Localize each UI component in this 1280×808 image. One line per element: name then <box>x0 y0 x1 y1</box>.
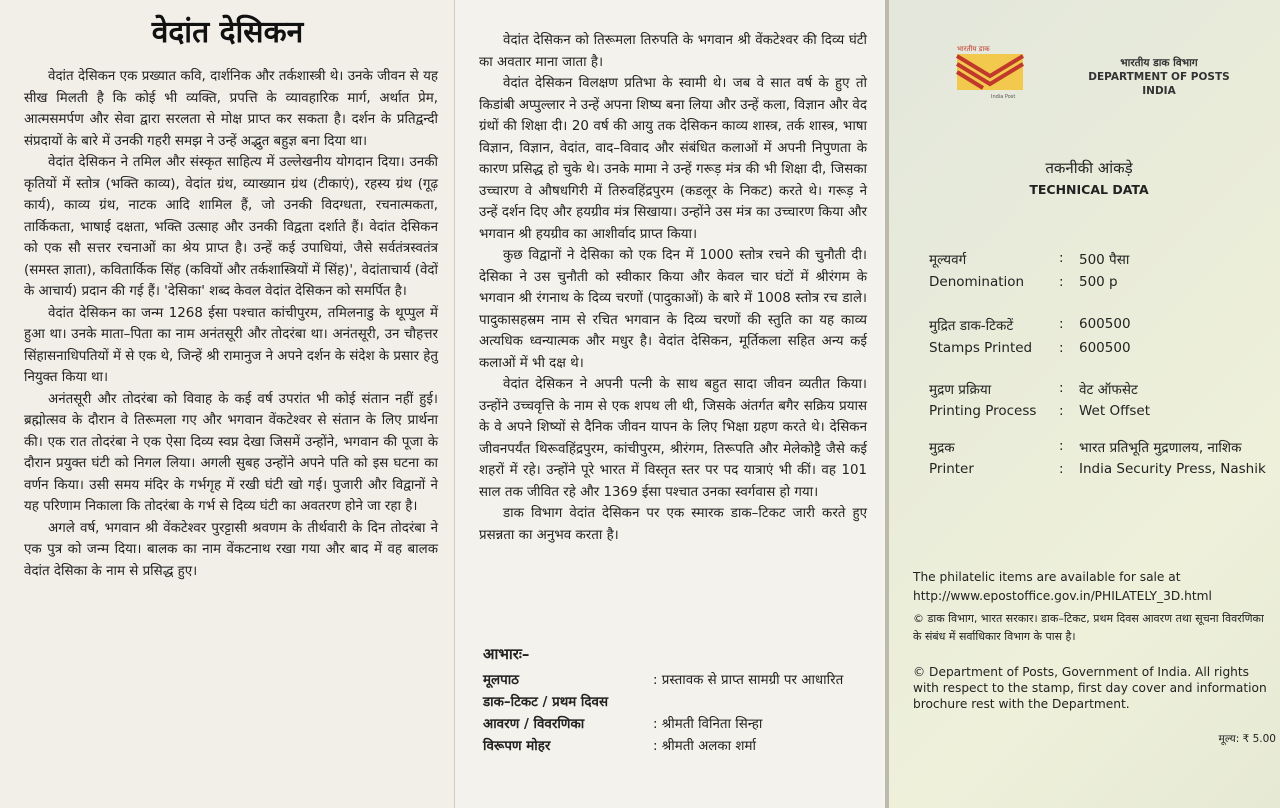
spec-key: मुद्रित डाक-टिकटें <box>929 318 1014 334</box>
ack-label: विरूपण मोहर <box>483 739 551 754</box>
ack-value: : श्रीमती विनिता सिन्हा <box>653 717 763 732</box>
paragraph: अगले वर्ष, भगवान श्री वेंकटेश्वर पुरट्टासी श्रवणम के तीर्थवारी के दिन तोदरंबा ने एक पुत्र को जन्म दिया। बालक का नाम वेंकटनाथ रखा गया और बाद में वह बालक वेदांत देसिका के नाम से प्रसिद्ध हुए। <box>24 520 438 579</box>
acknowledgements <box>483 644 863 758</box>
ack-row <box>483 692 863 710</box>
spec-value: वेट ऑफसेट <box>1079 382 1138 398</box>
ack-row <box>483 736 863 754</box>
spec-value: 600500 <box>1079 340 1131 356</box>
logo-hindi-text: भारतीय डाक <box>957 45 990 53</box>
dept-hindi: भारतीय डाक विभाग <box>1120 57 1198 69</box>
technical-data-heading <box>1009 158 1169 197</box>
spec-key: Printer <box>929 461 974 477</box>
dept-english: DEPARTMENT OF POSTS <box>1088 71 1230 83</box>
copyright-hindi: © डाक विभाग, भारत सरकार। डाक–टिकट, प्रथम दिवस आवरण तथा सूचना विवरणिका के संबंध में सर्वाधिकार विभाग के पास है। <box>913 612 1264 643</box>
spec-value: Wet Offset <box>1079 403 1151 419</box>
spec-key: Stamps Printed <box>929 340 1033 356</box>
logo-sub-text: India Post <box>991 94 1016 100</box>
copyright-english: © Department of Posts, Government of India. All rights with respect to the stamp, first day cover and information brochure rest with the Department. <box>913 665 1267 711</box>
brochure-panel-left <box>0 0 455 808</box>
spec-value: 500 p <box>1079 274 1118 290</box>
td-hindi: तकनीकी आंकड़े <box>1045 159 1133 177</box>
spec-key: Printing Process <box>929 403 1037 419</box>
ack-value: : श्रीमती अलका शर्मा <box>653 739 756 754</box>
acknowledgements-heading: आभारः– <box>483 645 530 663</box>
paragraph: वेदांत देसिकन ने अपनी पत्नी के साथ बहुत सादा जीवन व्यतीत किया। उन्होंने उच्चवृत्ति के नाम से एक शपथ ली थी, जिसके अंतर्गत बगैर सक्रिय प्रयास के वे अपने शिष्यों से दैनिक जीवन यापन के लिए भिक्षा ग्रहण करते थे। देसिकन जीवनपर्यंत थिरूवहिंद्रपुरम, कांचीपुरम, श्रीरंगम, तिरूपति और मेलेकोट्टै जैसे कई शहरों में रहे। उन्होंने पूरे भारत में विस्तृत स्तर पर पद यात्राएं भी कीं। वह 101 साल तक जीवित रहे और 1369 ईसा पश्चात उनका स्वर्गवास हो गया। <box>479 377 867 500</box>
sale-url-link[interactable]: http://www.epostoffice.gov.in/PHILATELY_3D.html <box>913 589 1212 603</box>
dept-country: INDIA <box>1142 85 1176 97</box>
spec-value: 600500 <box>1079 316 1131 332</box>
biography-text-left <box>24 66 438 582</box>
spec-value: 500 पैसा <box>1079 252 1130 268</box>
department-header <box>1079 56 1239 98</box>
brochure-panel-middle <box>455 0 885 808</box>
spec-key: मुद्रक <box>929 440 955 456</box>
spec-key: मूल्यवर्ग <box>929 252 967 268</box>
page-title: वेदांत देसिकन <box>151 15 304 50</box>
paragraph: वेदांत देसिकन को तिरूमला तिरुपति के भगवान श्री वेंकटेश्वर की दिव्य घंटी का अवतार माना जाता है। <box>479 33 867 70</box>
spec-value: India Security Press, Nashik <box>1079 461 1266 477</box>
ack-value: : प्रस्तावक से प्राप्त सामग्री पर आधारित <box>653 673 844 688</box>
ack-label: आवरण / विवरणिका <box>483 717 585 732</box>
sale-note <box>913 568 1273 606</box>
spec-key: मुद्रण प्रक्रिया <box>929 382 992 398</box>
spec-value: भारत प्रतिभूति मुद्रणालय, नाशिक <box>1079 440 1242 456</box>
paragraph: वेदांत देसिकन ने तमिल और संस्कृत साहित्य में उल्लेखनीय योगदान दिया। उनकी कृतियों में स्तोत्र (भक्ति काव्य), वेदांत ग्रंथ, व्याख्यान ग्रंथ (टीकाएं), रहस्य ग्रंथ (गूढ़ कार्य), काव्य ग्रंथ, नाटक आदि शामिल हैं, जो उनकी विदग्धता, रचनात्मकता, तार्किकता, भाषाई दक्षता, भक्ति उत्साह और उनकी विद्वता दर्शाते हैं। वेदांत देसिकन को एक सौ सत्तर रचनाओं का श्रेय प्राप्त है। उन्हें कई उपाधियां, जैसे सर्वतंत्रस्वतंत्र (समस्त ज्ञाता), कवितार्किक सिंह (कवियों और तर्कशास्त्रियों में सिंह)', वेदांताचार्य (वेदों के आचार्य) प्रदान की गई हैं। 'देसिका' शब्द केवल वेदांत देसिकन को समर्पित है। <box>24 155 438 299</box>
paragraph: कुछ विद्वानों ने देसिका को एक दिन में 1000 स्तोत्र रचने की चुनौती दी। देसिका ने उस चुनौती को स्वीकार किया और केवल चार घंटों में श्रीरंगम के भगवान श्री रंगनाथ के दिव्य चरणों (पादुकाओं) के बारे में 1008 स्तोत्र रच डाले। पादुकासहस्रम नाम से रचित भगवान के दिव्य चरणों की स्तुति का यह काव्य अत्यधिक ध्वन्यात्मक और मधुर है। वेदांत देसिकन, मूर्तिकला सहित अन्य कई कलाओं में भी दक्ष थे। <box>479 248 867 371</box>
ack-label: डाक–टिकट / प्रथम दिवस <box>483 695 608 710</box>
paragraph: वेदांत देसिकन एक प्रख्यात कवि, दार्शनिक और तर्कशास्त्री थे। उनके जीवन से यह सीख मिलती है कि कोई भी व्यक्ति, प्रपत्ति के व्यावहारिक मार्ग, अर्थात प्रेम, आत्मसमर्पण और सेवा द्वारा सरलता से मोक्ष प्राप्त कर सकता है। दर्शन के प्रतिद्वन्दी संप्रदायों के बारे में उनकी गहरी समझ ने उन्हें अद्भुत बहुज्ञ बना दिया था। <box>24 69 438 149</box>
paragraph: अनंतसूरी और तोदरंबा को विवाह के कई वर्ष उपरांत भी कोई संतान नहीं हुई। ब्रह्मोत्सव के दौरान वे तिरूमला गए और भगवान वेंकटेश्वर से संतान के लिए प्रार्थना की। एक रात तोदरंबा ने एक ऐसा दिव्य स्वप्न देखा जिसमें उन्होंने, भगवान की पूजा के दौरान प्रयुक्त घंटी को निगल लिया। अगली सुबह उन्होंने अपने पति को इस घटना का वर्णन किया। उसी समय मंदिर के गर्भगृह में रखी घंटी खो गई। पुजारी और विद्वानों ने यह परिणाम निकाला कि तोदरंबा के गर्भ से दिव्य घंटी का अवतरण होने जा रहा है। <box>24 391 438 514</box>
paragraph: डाक विभाग वेदांत देसिकन पर एक स्मारक डाक–टिकट जारी करते हुए प्रसन्नता का अनुभव करता है। <box>479 506 867 543</box>
india-post-logo-icon <box>953 42 1029 100</box>
paragraph: वेदांत देसिकन विलक्षण प्रतिभा के स्वामी थे। जब वे सात वर्ष के हुए तो किडांबी अप्पुल्लार ने उन्हें अपना शिष्य बना लिया और उन्हें कला, विज्ञान और वेद ग्रंथों की शिक्षा दी। 20 वर्ष की आयु तक देसिकन काव्य शास्त्र, तर्क शास्त्र, भाषा विज्ञान, विज्ञान, वेदांत, वाद–विवाद और संबंधित कलाओं में अपनी निपुणता के कारण प्रसिद्ध हो चुके थे। उनके मामा ने उन्हें गरूड़ मंत्र की भी शिक्षा दी, जिसका उच्चारण वे औषधगिरी में तिरुवहिंद्रपुरम (कडलूर के निकट) करते थे। गरूड़ ने उन्हें दर्शन दिए और हयग्रीव मंत्र सिखाया। उन्होंने उस मंत्र का उच्चारण किया और भगवान श्री हयग्रीव का आशीर्वाद प्राप्त किया। <box>479 76 867 242</box>
price-label: मूल्य: ₹ 5.00 <box>1218 733 1276 745</box>
ack-row <box>483 670 863 688</box>
spec-key: Denomination <box>929 274 1025 290</box>
biography-text-middle <box>479 30 867 546</box>
sale-text: The philatelic items are available for sale at <box>913 570 1181 584</box>
ack-row <box>483 714 863 732</box>
ack-label: मूलपाठ <box>483 673 519 688</box>
ack-value <box>653 692 863 710</box>
td-english: TECHNICAL DATA <box>1029 182 1149 197</box>
brochure-panel-right: भारतीय डाक India Post भारतीय डाक विभाग DEPARTMENT OF POSTS INDIA तकनीकी आंकड़े TECHNICAL DATA मूल्यवर्ग : 500 पैसा Denomination : 500 p मुद्रित डाक-टिकटें : 600500 Stamps Printed : 600500 मुद्रण प्रक्रिया : वेट ऑफसेट Printing Process : Wet Offset मुद्रक : भारत प्रतिभूति मुद्रणालय, नाशिक Printer : India Security Press, Nashik The philatelic items are available for sale at http://www.epostoffice.gov.in/PHILATELY_3D.html © डाक विभाग, भारत सरकार। डाक–टिकट, प्रथम दिवस आवरण तथा सूचना विवरणिका के संबंध में सर्वाधिकार विभाग के पास है। © Department of Posts, Government of India. All rights with respect to the stamp, first day cover and information brochure rest with the Department. मूल्य: ₹ 5.00 <box>885 0 1280 808</box>
paragraph: वेदांत देसिकन का जन्म 1268 ईसा पश्चात कांचीपुरम, तमिलनाडु के थूप्पुल में हुआ था। उनके माता–पिता का नाम अनंतसूरी और तोदरंबा था। अनंतसूरी, उन चौहत्तर सिंहासनाधिपतियों में से एक थे, जिन्हें श्री रामानुज ने अपने दर्शन के संदेश के प्रसार हेतु नियुक्त किया था। <box>24 305 438 385</box>
